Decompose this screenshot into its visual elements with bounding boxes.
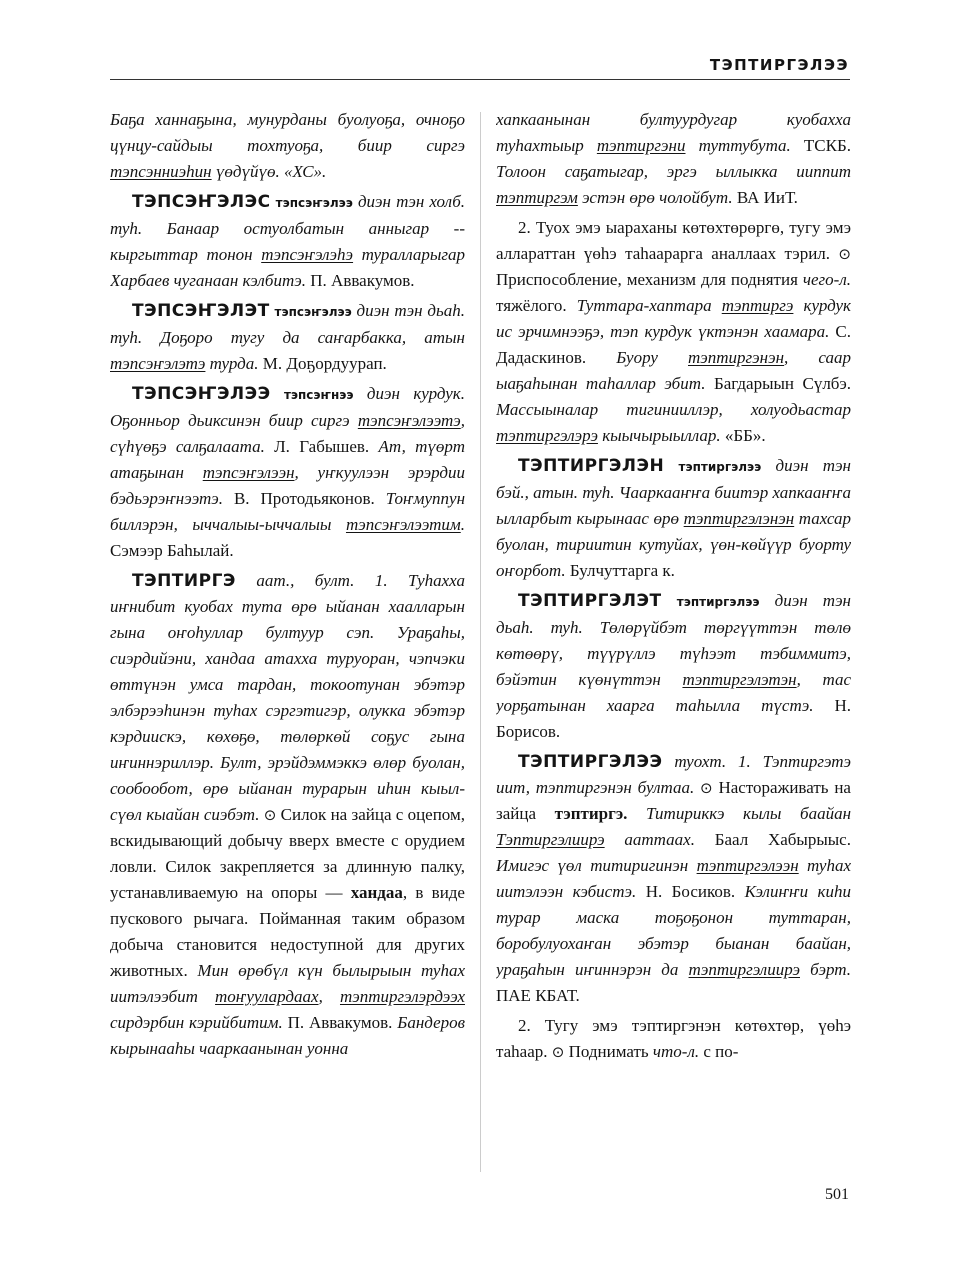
source: Багдарыын Сүлбэ. — [713, 374, 851, 393]
headword: ТЭПСЭҤЭЛЭС — [132, 192, 271, 212]
headword: ТЭПТИРГЭЛЭН — [518, 456, 665, 476]
entry-teptirgelen: ТЭПТИРГЭЛЭН тэптиргэлээ диэн тэн бэй., атын. туһ. Чааркааҥҥа биитэр хапкааҥҥа ылларбыт кырынаас өрө тэптиргэлэнэн тахсар буолан, тириитин кутуйах, үөн-көйүүр буорту оҥорбот. Булчуттарга к. — [496, 456, 851, 580]
sense-2-paragraph: 2. Туох эмэ ыараханы көтөхтөрөргө, тугу эмэ аллараттан үөһэ таһаарарга аналлаах тэрил. ⊙ Приспособление, механизм для поднятия чего-л. тяжёлого. Туттара-хаптара тэптиргэ курдук ис эрчимнээҕэ, тэп курдук үктэнэн хаамара. С. Дадаскинов. Буору тэптиргэнэн, саар ыаҕаһынан таһаллар эбит. Багдарыын Сүлбэ. Массыыналар тигинииллэр, холуодьастар тэптиргэлэрэ кыычырыыллар. «ББ». — [496, 218, 851, 445]
source: В. Протодьяконов. — [233, 489, 375, 508]
page-number: 501 — [825, 1186, 849, 1203]
column-gutter — [480, 112, 481, 1172]
continuation-paragraph: Баҕа ханнаҕына, мунурданы буолуоҕа, очноҕо цүнцу-сайдыы тохтуоҕа, биир сиргэ тэпсэнниэһин үөдүйүө. «ХС». — [110, 110, 465, 181]
source: ПАЕ КБАТ. — [496, 986, 580, 1005]
left-column — [110, 107, 465, 1177]
circle-dot-icon: ⊙ — [551, 1043, 565, 1061]
headword: ТЭПТИРГЭЛЭТ — [518, 591, 662, 611]
header-rule — [110, 79, 850, 80]
headword: ТЭПТИРГЭ — [132, 571, 236, 591]
entry-teptirgelee: ТЭПТИРГЭЛЭЭ туохт. 1. Тэптиргэтэ иит, тэптиргэнэн бултаа. ⊙ Настораживать на зайца тэптиргэ. Титириккэ кылы баайан Тэптиргэлиирэ ааттаах. Баал Хабырыыс. Имигэс үөл титиригинэн тэптиргэлээн туһах иитэлээн кэбистэ. Н. Босиков. Кэлиҥҥи киһи турар маска тоҕоҕонон туттаран, боробулуохаҥан эбэтэр быанан баайан, ураҕаһын иҥиннэрэн да тэптиргэлиирэ бэрт. ПАЕ КБАТ. — [496, 752, 851, 1005]
source: М. Доҕордуурап. — [262, 354, 387, 373]
entry-tepsengeles: ТЭПСЭҤЭЛЭС тэпсэҥэлээ диэн тэн холб. туһ. Банаар остуолбатын анныгар -- кыргыттар тонон тэпсэҥэлэһэ туралларыгар Харбаев чуганаан кэлбитэ. П. Аввакумов. — [110, 192, 465, 290]
headword: ТЭПТИРГЭЛЭЭ — [518, 752, 663, 772]
entry-teptirgelet: ТЭПТИРГЭЛЭТ тэптиргэлээ диэн тэн дьаһ. туһ. Төлөрүйбэт төргүүттэн төлө көтөөрү, түүрүллэ түһээт тэбиммитэ, бэйэтин күөнүттэн тэптиргэлэтэн, тас уорҕатынан хаарга таһылла түстэ. Н. Борисов. — [496, 591, 851, 741]
source: Баал Хабырыыс. — [714, 830, 851, 849]
headword: ТЭПСЭҤЭЛЭЭ — [132, 384, 271, 404]
circle-dot-icon: ⊙ — [263, 806, 277, 824]
source: Л. Габышев. — [274, 437, 370, 456]
entry-teptirge: ТЭПТИРГЭ аат., булт. 1. Туһахха иҥнибит куобах тута өрө ыйанан хаалларын гына оҥоһуллар бултуур сэп. Ураҕаһы, сиэрдийэни, хандаа атахха туруоран, чэпчэки өттүнэн умса тардан, токоотунан эбэтэр элбэрээһинэн туһах сэргэтигэр, олукка эбэтэр кэрдиискэ, көхөҕө, төлөркөй соҕус гына иҥиннэриллэр. Булт, эрэйдэммэккэ өлөр буолан, сообообот, өрө ыйанан турарын иһин кыыл-сүөл кыайан сиэбэт. ⊙ Силок на зайца с оцепом, вскидывающий добычу вверх вместе с орудием ловли. Силок закрепляется за длинную палку, устанавливаемую на опоры — хандаа, в виде пускового рычага. Пойманная таким образом добыча становится недоступной для других животных. Мин өрөбүл күн былырыын туһах иитэлээбит тоҥуулардаах, тэптиргэлэрдээх сирдэрбин кэрийбитим. П. Аввакумов. Бандеров кырынааһы чааркаанынан уонна — [110, 571, 465, 1058]
running-head: ТЭПТИРГЭЛЭЭ — [709, 56, 849, 74]
source: «ББ». — [724, 426, 766, 445]
source: П. Аввакумов. — [310, 271, 415, 290]
source: Сэмээр Баһылай. — [110, 541, 234, 560]
circle-dot-icon: ⊙ — [700, 779, 713, 797]
sense-2-paragraph: 2. Тугу эмэ тэптиргэнэн көтөхтөр, үөһэ таһаар. ⊙ Поднимать что-л. с по- — [496, 1016, 851, 1061]
source: Н. Борисов. — [496, 696, 851, 741]
source: Н. Босиков. — [645, 882, 736, 901]
entry-tepsengelet: ТЭПСЭҤЭЛЭТ тэпсэҥэлээ диэн тэн дьаһ. туһ. Доҕоро тугу да саҥарбакка, атын тэпсэҥэлэтэ турда. М. Доҕордуурап. — [110, 301, 465, 373]
right-column — [496, 107, 851, 1177]
source: П. Аввакумов. — [287, 1013, 393, 1032]
circle-dot-icon: ⊙ — [838, 245, 851, 263]
entry-tepsengelee: ТЭПСЭҤЭЛЭЭ тэпсэҥнээ диэн курдук. Оҕонньор дьиксинэн биир сиргэ тэпсэҥэлээтэ, сүһүөҕэ салҕалаата. Л. Габышев. Ат, түөрт атаҕынан тэпсэҥэлээн, уҥкуулээн эрэрдии бэдьэрэҥнээтэ. В. Протодьяконов. Тоҥмуппун биллэрэн, ыччалыы-ыччалыы тэпсэҥэлээтим. Сэмээр Баһылай. — [110, 384, 465, 560]
source: С. Дадаскинов. — [496, 322, 851, 367]
source: ВА ИиТ. — [736, 188, 798, 207]
source: ТСКБ. — [803, 136, 851, 155]
continuation-paragraph: хапкаанынан бултуурдугар куобахха туһахтыыр тэптиргэни туттубута. ТСКБ. Толоон саҕатыгар, эргэ ыллыкка ииппит тэптиргэм эстэн өрө чолойбут. ВА ИиТ. — [496, 110, 851, 207]
headword: ТЭПСЭҤЭЛЭТ — [132, 301, 270, 321]
source: Булчуттарга к. — [569, 561, 675, 580]
